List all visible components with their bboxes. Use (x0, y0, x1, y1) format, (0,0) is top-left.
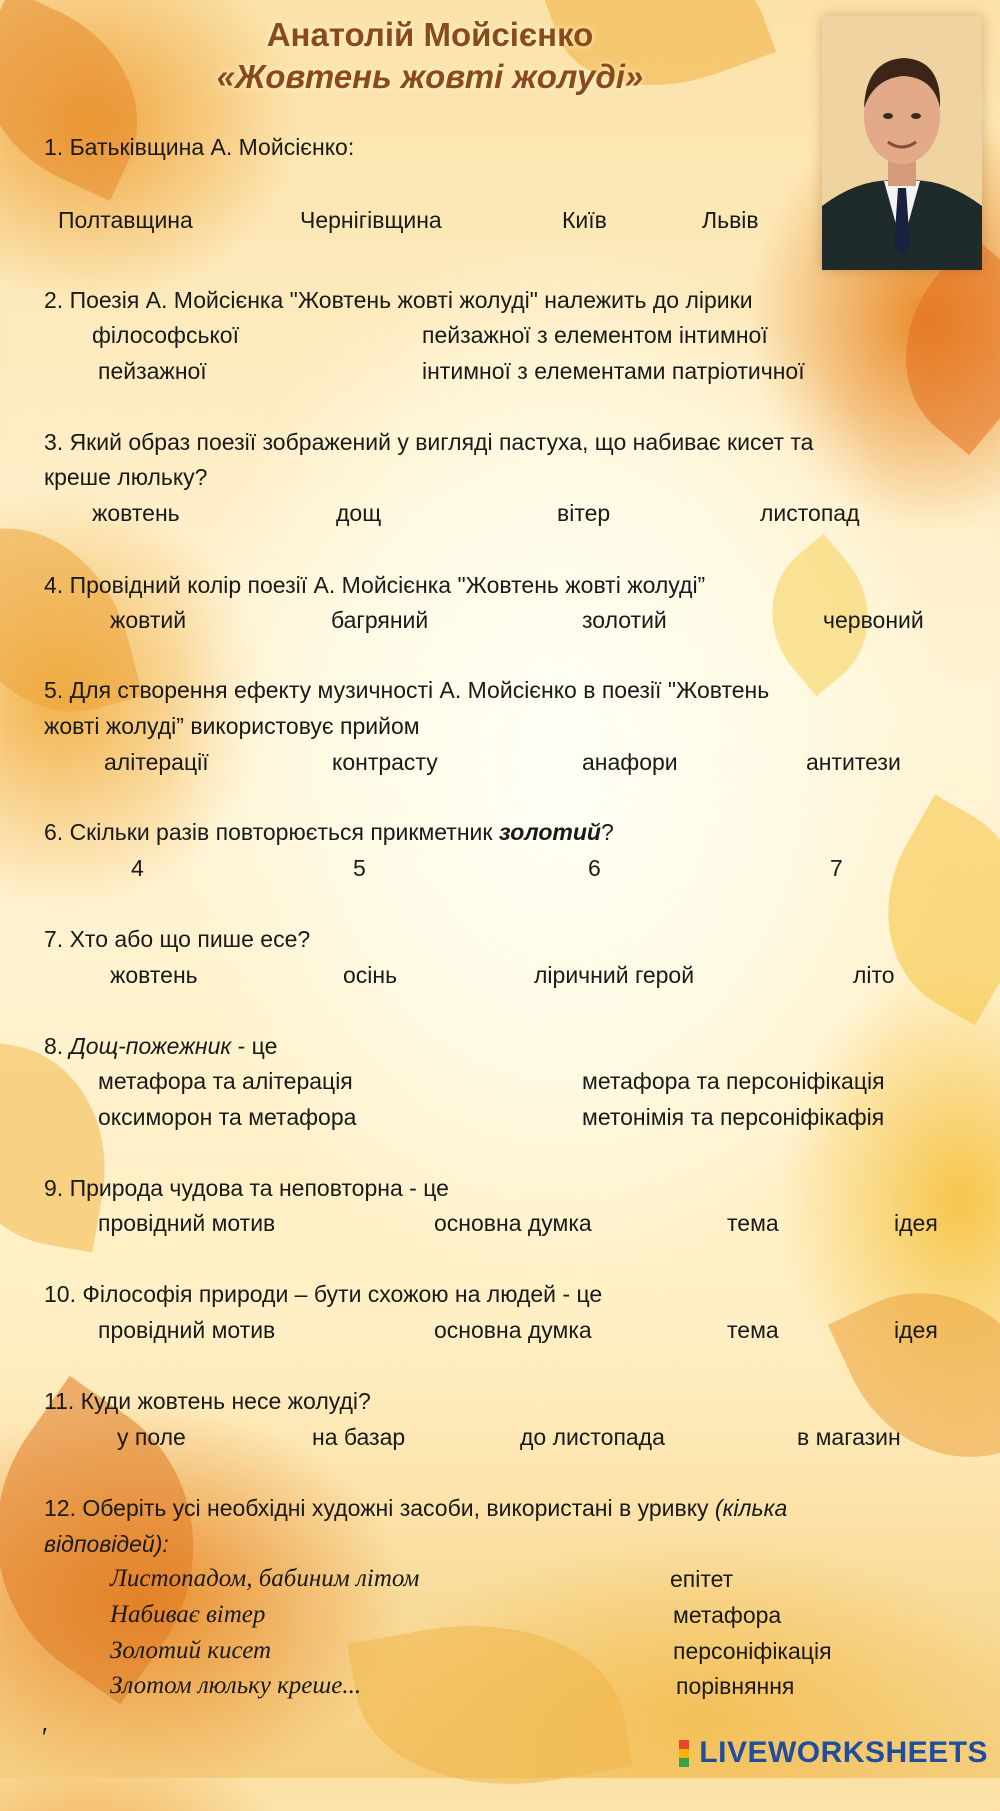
q1-option-4[interactable]: Львів (702, 207, 759, 233)
author-title: Анатолій Мойсієнко (266, 16, 594, 53)
liveworksheets-logo (679, 1736, 988, 1770)
q11-option-3[interactable]: до листопада (520, 1424, 665, 1450)
q10-option-3[interactable]: тема (727, 1317, 779, 1343)
question-10-text: 10. Філософія природи – бути схожою на людей - це (44, 1281, 603, 1307)
q5-option-1[interactable]: алітерації (104, 749, 209, 775)
maple-leaf-decoration (845, 795, 1000, 1026)
q10-option-4[interactable]: ідея (894, 1317, 938, 1343)
poem-title: «Жовтень жовті жолуді» (216, 58, 644, 95)
maple-leaf-decoration (828, 1253, 1000, 1497)
q5-option-3[interactable]: анафори (582, 749, 678, 775)
question-12-text-cont: відповідей): (44, 1531, 169, 1557)
q12-option-3[interactable]: персоніфікація (673, 1638, 832, 1664)
liveworksheets-logo-icon (679, 1738, 697, 1768)
question-9-text: 9. Природа чудова та неповторна - це (44, 1175, 449, 1201)
liveworksheets-logo-text: LIVEWORKSHEETS (699, 1736, 988, 1769)
emphasized-word: золотий (498, 819, 601, 845)
q10-option-1[interactable]: провідний мотив (98, 1317, 276, 1343)
q4-option-2[interactable]: багряний (331, 607, 429, 633)
q1-option-3[interactable]: Київ (562, 207, 607, 233)
question-12-text: 12. Оберіть усі необхідні художні засоби, використані в уривку (кілька (44, 1495, 788, 1521)
q6-option-3[interactable]: 6 (588, 855, 601, 881)
question-2-text: 2. Поезія А. Мойсієнка "Жовтень жовті жолуді" належить до лірики (44, 287, 753, 313)
q3-option-1[interactable]: жовтень (92, 500, 180, 526)
q1-option-2[interactable]: Чернігівщина (300, 207, 442, 233)
q7-option-4[interactable]: літо (853, 962, 895, 988)
q1-option-1[interactable]: Полтавщина (58, 207, 193, 233)
q6-option-4[interactable]: 7 (830, 855, 843, 881)
q7-option-1[interactable]: жовтень (110, 962, 198, 988)
q8-option-2[interactable]: метафора та персоніфікація (582, 1068, 885, 1094)
q12-option-4[interactable]: порівняння (676, 1673, 795, 1699)
q5-option-4[interactable]: антитези (806, 749, 901, 775)
question-1-text: 1. Батьківщина А. Мойсієнко: (44, 134, 355, 160)
excerpt-line-3: Золотий кисет (110, 1637, 272, 1664)
excerpt-line-1: Листопадом, бабиним літом (110, 1565, 420, 1592)
q7-option-2[interactable]: осінь (343, 962, 398, 988)
question-8-text: 8. Дощ-пожежник - це (44, 1033, 278, 1059)
excerpt-line-4: Злотом люльку креше... (110, 1672, 362, 1699)
q6-option-1[interactable]: 4 (131, 855, 144, 881)
q2-option-3[interactable]: пейзажної (98, 358, 207, 384)
question-11-text: 11. Куди жовтень несе жолуді? (44, 1388, 371, 1414)
q12-option-1[interactable]: епітет (670, 1566, 734, 1592)
q9-option-2[interactable]: основна думка (434, 1210, 592, 1236)
q2-option-4[interactable]: інтимної з елементами патріотичної (422, 358, 805, 384)
author-portrait-image (822, 16, 982, 270)
q5-option-2[interactable]: контрасту (332, 749, 438, 775)
q11-option-1[interactable]: у поле (117, 1424, 186, 1450)
q9-option-4[interactable]: ідея (894, 1210, 938, 1236)
q2-option-1[interactable]: філософської (92, 322, 239, 348)
q8-option-1[interactable]: метафора та алітерація (98, 1068, 353, 1094)
q11-option-4[interactable]: в магазин (797, 1424, 901, 1450)
q11-option-2[interactable]: на базар (312, 1424, 406, 1450)
q8-option-4[interactable]: метонімія та персоніфікафія (582, 1104, 885, 1130)
q12-option-2[interactable]: метафора (673, 1602, 782, 1628)
emphasized-term: Дощ-пожежник (69, 1033, 232, 1059)
q8-option-3[interactable]: оксиморон та метафора (98, 1104, 357, 1130)
stray-mark: ′ (42, 1722, 47, 1752)
q2-option-2[interactable]: пейзажної з елементом інтимної (422, 322, 768, 348)
q10-option-2[interactable]: основна думка (434, 1317, 592, 1343)
question-3-text: 3. Який образ поезії зображений у вигляді пастуха, що набиває кисет та (44, 429, 814, 455)
question-7-text: 7. Хто або що пише есе? (44, 926, 311, 952)
q9-option-1[interactable]: провідний мотив (98, 1210, 276, 1236)
q3-option-4[interactable]: листопад (760, 500, 860, 526)
q3-option-3[interactable]: вітер (557, 500, 611, 526)
q3-option-2[interactable]: дощ (336, 500, 382, 526)
author-portrait (822, 16, 982, 270)
question-6-text: 6. Скільки разів повторюється прикметник золотий? (44, 819, 614, 845)
q6-option-2[interactable]: 5 (353, 855, 366, 881)
excerpt-line-2: Набиває вітер (110, 1601, 266, 1628)
q4-option-3[interactable]: золотий (582, 607, 667, 633)
question-5-text-cont: жовті жолуді” використовує прийом (44, 713, 420, 739)
q9-option-3[interactable]: тема (727, 1210, 779, 1236)
q4-option-4[interactable]: червоний (823, 607, 924, 633)
question-4-text: 4. Провідний колір поезії А. Мойсієнка "Жовтень жовті жолуді” (44, 572, 706, 598)
q7-option-3[interactable]: ліричний герой (534, 962, 695, 988)
question-3-text-cont: креше люльку? (44, 464, 208, 490)
q4-option-1[interactable]: жовтий (110, 607, 187, 633)
maple-leaf-decoration (347, 1599, 633, 1811)
question-5-text: 5. Для створення ефекту музичності А. Мойсієнко в поезії "Жовтень (44, 677, 770, 703)
